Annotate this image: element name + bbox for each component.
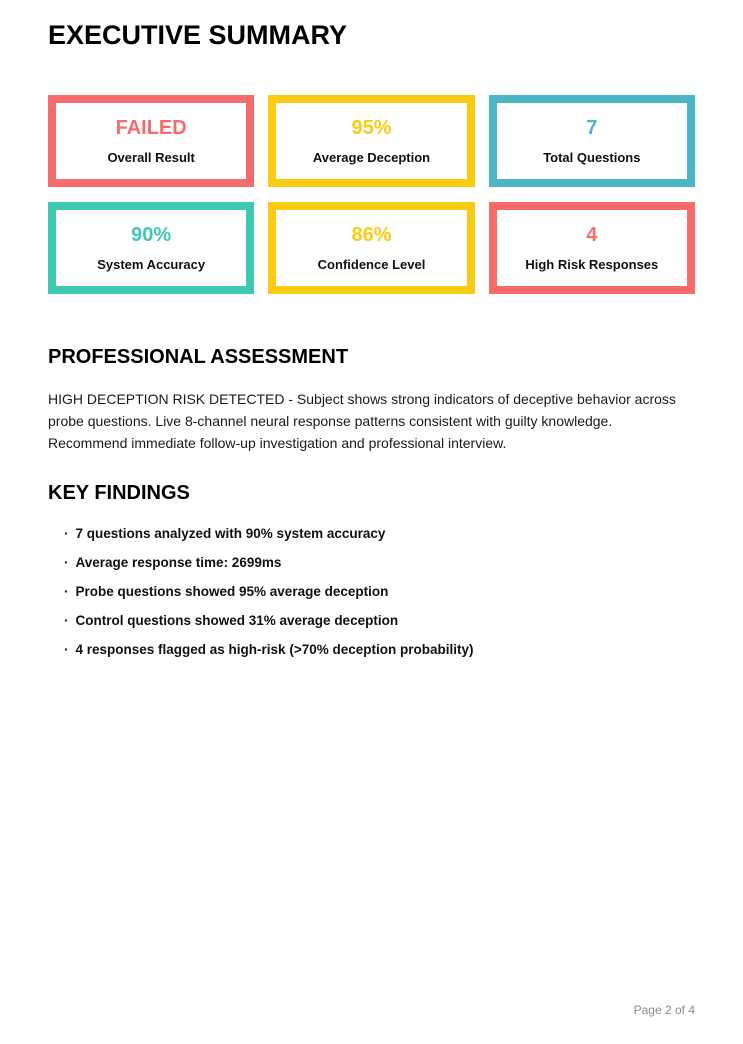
assessment-paragraph: HIGH DECEPTION RISK DETECTED - Subject shows strong indicators of deceptive behavior across probe questions. Live 8-channel neural response patterns consistent with guilty knowledge. Recommend immediate follow-up investigation and professional interview.	[48, 391, 676, 451]
stat-card-label: High Risk Responses	[525, 257, 659, 272]
stat-card-label: Average Deception	[312, 150, 431, 165]
finding-text: Control questions showed 31% average deception	[75, 613, 399, 628]
page-title: EXECUTIVE SUMMARY	[48, 20, 348, 50]
finding-item	[64, 526, 695, 542]
stat-card-value: 86%	[351, 224, 392, 246]
stat-card-high-risk-responses	[489, 202, 695, 294]
bullet-icon: ·	[64, 642, 69, 657]
stat-card-total-questions	[489, 95, 695, 187]
stat-card-value: FAILED	[115, 117, 187, 139]
stat-card-label: Total Questions	[543, 150, 641, 165]
bullet-icon: ·	[64, 555, 69, 570]
finding-text: Probe questions showed 95% average deception	[75, 584, 389, 599]
stat-card-label: System Accuracy	[97, 257, 206, 272]
finding-text: 7 questions analyzed with 90% system accuracy	[75, 526, 386, 541]
stat-card-system-accuracy	[48, 202, 254, 294]
section-heading-key-findings: KEY FINDINGS	[48, 482, 190, 504]
stat-card-value: 95%	[351, 117, 392, 139]
key-findings-list	[48, 526, 695, 658]
stat-card-label: Overall Result	[107, 150, 195, 165]
finding-item	[64, 613, 695, 629]
finding-item	[64, 555, 695, 571]
stat-card-overall-result	[48, 95, 254, 187]
finding-item	[64, 642, 695, 658]
bullet-icon: ·	[64, 613, 69, 628]
stat-card-value: 7	[586, 117, 598, 139]
bullet-icon: ·	[64, 584, 69, 599]
stat-card-value: 4	[586, 224, 598, 246]
stat-card-label: Confidence Level	[317, 257, 426, 272]
finding-text: 4 responses flagged as high-risk (>70% deception probability)	[75, 642, 474, 657]
stat-card-confidence-level	[268, 202, 474, 294]
page-footer: Page 2 of 4	[633, 1003, 695, 1017]
finding-text: Average response time: 2699ms	[75, 555, 282, 570]
section-heading-professional-assessment: PROFESSIONAL ASSESSMENT	[48, 346, 349, 368]
bullet-icon: ·	[64, 526, 69, 541]
finding-item	[64, 584, 695, 600]
stat-card-average-deception	[268, 95, 474, 187]
stat-cards-grid	[48, 95, 695, 294]
stat-card-value: 90%	[131, 224, 172, 246]
